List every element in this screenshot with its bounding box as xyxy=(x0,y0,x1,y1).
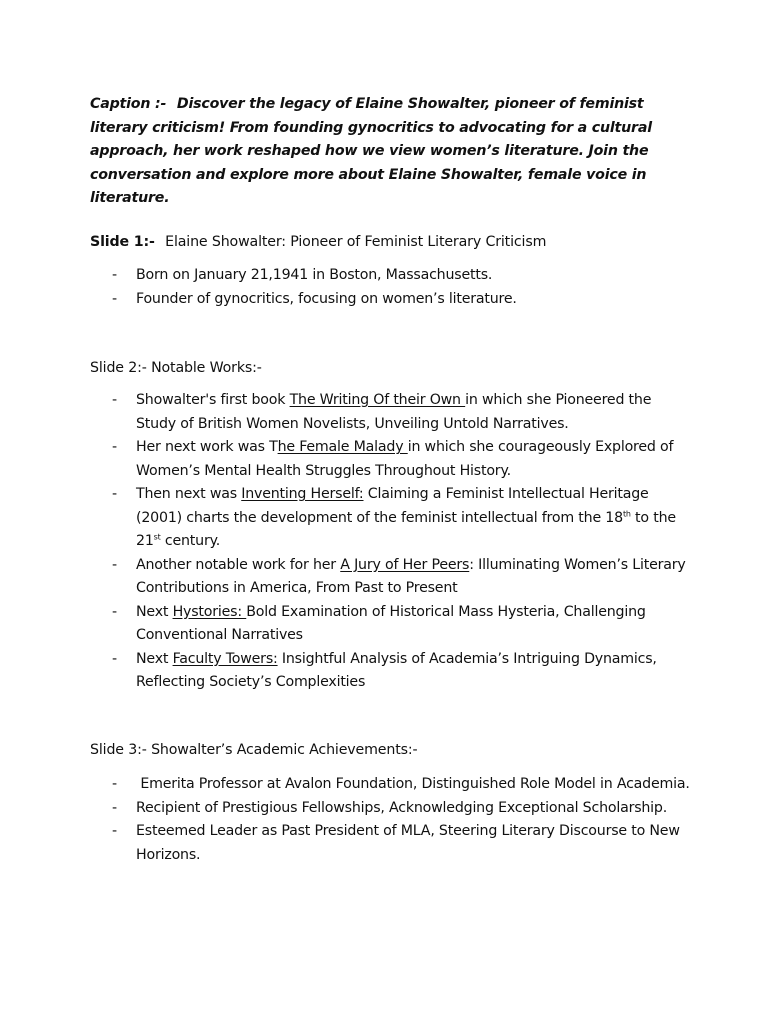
list-item xyxy=(90,264,690,288)
slide1-bullet-text: Born on January 21,1941 in Boston, Massachusetts. xyxy=(136,267,493,283)
work-description: Insightful Analysis of Academia’s Intriguing Dynamics, Reflecting Society’s Complexities xyxy=(136,650,657,690)
bullet-dash: - xyxy=(112,650,117,667)
work-title: Inventing Herself: xyxy=(241,486,364,502)
list-item xyxy=(90,483,690,554)
bullet-dash: - xyxy=(112,556,117,573)
bullet-dash: - xyxy=(112,439,117,455)
slide1-title: Elaine Showalter: Pioneer of Feminist Literary Criticism xyxy=(165,234,547,250)
list-item xyxy=(90,436,690,483)
list-item xyxy=(90,773,690,797)
caption-paragraph xyxy=(90,93,670,211)
work-intro: Another notable work for her xyxy=(136,556,341,573)
work-description-end: century. xyxy=(160,533,221,549)
work-intro: Next xyxy=(136,650,173,667)
work-title: Hystories: xyxy=(172,603,247,620)
work-title: The Writing Of their Own xyxy=(289,392,466,408)
work-intro: Next xyxy=(136,603,173,620)
work-title: he Female Malady xyxy=(277,439,408,455)
slide1-bullet-text: Founder of gynocritics, focusing on women’s literature. xyxy=(136,290,517,307)
slide3-list xyxy=(90,773,690,867)
work-description: : Illuminating Women’s Literary Contributions in America, From Past to Present xyxy=(136,556,686,596)
slide2-list xyxy=(90,389,690,695)
bullet-dash: - xyxy=(112,823,117,839)
bullet-dash: - xyxy=(112,486,117,502)
achievement-text: Recipient of Prestigious Fellowships, Acknowledging Exceptional Scholarship. xyxy=(136,799,668,816)
caption-label: Caption :- xyxy=(90,96,167,112)
list-item xyxy=(90,648,690,695)
bullet-dash: - xyxy=(112,799,117,816)
work-intro: Her next work was T xyxy=(136,439,278,455)
work-description: in which she courageously Explored of Women’s Mental Health Struggles Throughout History. xyxy=(136,439,674,479)
achievement-text: Emerita Professor at Avalon Foundation, Distinguished Role Model in Academia. xyxy=(136,776,690,792)
bullet-dash: - xyxy=(112,267,117,283)
work-intro: Then next was xyxy=(136,486,242,502)
ordinal-suffix: th xyxy=(622,508,631,518)
slide1-heading xyxy=(90,232,546,252)
work-title: Faculty Towers: xyxy=(172,650,278,667)
list-item xyxy=(90,797,690,821)
achievement-text: Esteemed Leader as Past President of MLA, Steering Literary Discourse to New Horizons. xyxy=(136,823,680,863)
list-item xyxy=(90,601,690,648)
ordinal-suffix: st xyxy=(153,532,161,542)
list-item xyxy=(90,288,690,312)
list-item xyxy=(90,820,690,867)
work-description: Claiming a Feminist Intellectual Heritage (2001) charts the development of the feminist intellectual from the 18 xyxy=(136,486,649,526)
list-item xyxy=(90,554,690,601)
bullet-dash: - xyxy=(112,290,117,307)
slide2-heading: Slide 2:- Notable Works:- xyxy=(90,360,262,376)
bullet-dash: - xyxy=(112,776,117,792)
work-title: A Jury of Her Peers xyxy=(340,556,470,573)
work-description: Bold Examination of Historical Mass Hysteria, Challenging Conventional Narratives xyxy=(136,603,646,643)
list-item xyxy=(90,389,690,436)
work-intro: Showalter's first book xyxy=(136,392,290,408)
work-description: in which she Pioneered the Study of British Women Novelists, Unveiling Untold Narratives. xyxy=(136,392,652,432)
slide3-heading: Slide 3:- Showalter’s Academic Achievements:- xyxy=(90,742,418,758)
work-description-cont: to the 21 xyxy=(136,509,676,549)
slide1-list xyxy=(90,264,690,311)
slide1-label: Slide 1:- xyxy=(90,234,155,250)
bullet-dash: - xyxy=(112,392,117,408)
bullet-dash: - xyxy=(112,603,117,620)
caption-text: Discover the legacy of Elaine Showalter, pioneer of feminist literary criticism! From founding gynocritics to advocating for a cultural approach, her work reshaped how we view women’s literature. Join the conversation and explore more about Elaine Showalter, female voice in literature. xyxy=(90,96,652,207)
